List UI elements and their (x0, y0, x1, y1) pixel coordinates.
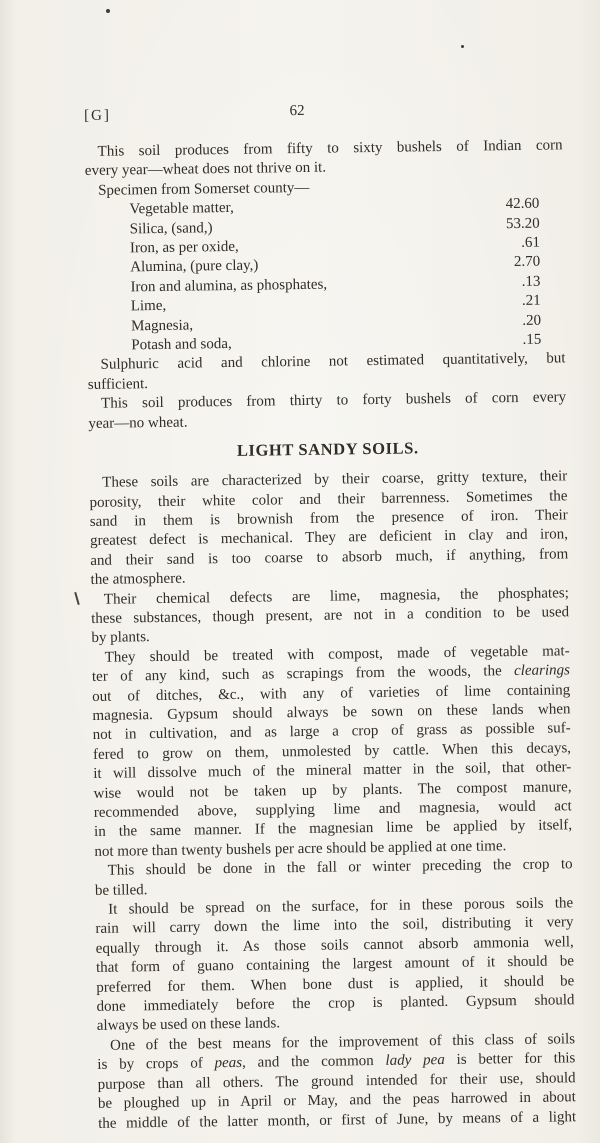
text-run: fered to grow on them, unmolested by cattle. When this decays, (92, 740, 572, 763)
text-run: be ploughed up in April or May, and the peas harrowed in about (97, 1089, 576, 1112)
text-run: and their sand is too coarse to absorb much, if anything, from (90, 546, 569, 569)
section-heading-light-sandy-soils: LIGHT SANDY SOILS. (236, 438, 419, 460)
text-run: Sulphuric acid and chlorine not estimated quantitatively, but (100, 350, 566, 374)
para-sulphuric-acid (87, 350, 565, 395)
text-run: the middle of the latter month, or first of June, by means of a light (98, 1108, 577, 1132)
text-run: not in cultivation, and as large a crop of grass as possible suf- (92, 720, 571, 744)
para-indian-corn-yield (84, 136, 562, 181)
para-chemical-defects (91, 584, 570, 649)
page-body-text (84, 136, 576, 1133)
text-run: It should be spread on the surface, for in these porous soils the (108, 895, 574, 918)
page-number: 62 (289, 102, 305, 120)
text-run: sand in them is brownish from the presence of iron. Their (89, 507, 568, 530)
text-run: This soil produces from thirty to forty bushels of corn every (101, 389, 567, 413)
text-run: that form of guano containing the largest amount of it should be (95, 953, 575, 977)
text-run: greatest defect is mechanical. They are deficient in clay and iron, (89, 526, 569, 550)
text-run: by plants. (91, 629, 150, 647)
analysis-value: .20 (522, 312, 542, 329)
text-run: One of the best means for the improvement of this class of soils (109, 1031, 576, 1054)
text-run: is better for this (444, 1050, 576, 1069)
text-run: This soil produces from fifty to sixty bushels of Indian corn (97, 137, 563, 160)
text-run: equally through it. As those soils cannot absorb ammonia well, (95, 934, 574, 957)
signature-mark: [G] (84, 107, 112, 124)
text-run: These soils are characterized by their coarse, gritty texture, their (102, 468, 568, 491)
page-content (84, 101, 576, 1133)
text-run: out of ditches, &c., with any of varieties of lime containing (92, 681, 571, 705)
text-run: rain will carry down the lime into the soil, distributing it very (95, 914, 574, 938)
text-run: ter of any kind, such as scrapings from the woods, the (91, 663, 515, 686)
text-run: Their chemical defects are lime, magnesia, the phosphates; (103, 584, 569, 608)
para-compost-treatment (92, 642, 573, 862)
text-run: sufficient. (87, 376, 149, 393)
text-run: porosity, their white color and their barrenness. Sometimes the (89, 487, 568, 511)
text-run: be tilled. (94, 881, 148, 899)
text-run: They should be treated with compost, made of vegetable mat- (104, 643, 570, 666)
text-run: is by crops of (97, 1055, 215, 1074)
analysis-component-label: Vegetable matter, (129, 200, 234, 218)
analysis-component-label: Iron, as per oxide, (129, 238, 239, 257)
analysis-value: 42.60 (505, 195, 540, 213)
analysis-component-label: Silica, (sand,) (129, 219, 213, 237)
text-run: the atmosphere. (90, 570, 186, 589)
analysis-component-label: Potash and soda, (131, 336, 232, 354)
text-run: these substances, though present, are not in a condition to be used (91, 604, 570, 627)
para-pea-crops (97, 1030, 576, 1134)
analysis-component-label: Alumina, (pure clay,) (130, 258, 259, 276)
text-run: preferred for them. When bone dust is applied, it should be (96, 972, 575, 996)
para-surface-spreading (95, 894, 575, 1037)
text-run: year—no wheat. (88, 414, 188, 432)
text-run: it will dissolve much of the mineral matter in the soil, that other- (93, 759, 572, 783)
para-characterization (89, 467, 569, 590)
analysis-component-label: Lime, (130, 298, 167, 315)
text-run: purpose than all others. The ground intended for their use, should (97, 1069, 576, 1093)
para-corn-yield (88, 389, 566, 434)
para-fall-winter (95, 855, 573, 900)
text-run: wise would not be taken up by plants. The compost manure, (93, 778, 572, 802)
text-run: magnesia. Gypsum should always be sown on these lands when (92, 701, 571, 724)
text-run: not more than twenty bushels per acre should be applied at one time. (94, 837, 507, 860)
analysis-value: 2.70 (513, 254, 541, 271)
analysis-component-label: Magnesia, (130, 317, 194, 335)
italic-term: lady pea (385, 1052, 445, 1070)
text-run: , and the common (241, 1053, 386, 1072)
page-header (84, 101, 562, 128)
analysis-value: .21 (521, 292, 541, 310)
analysis-value: .15 (522, 331, 542, 348)
analysis-component-label: Iron and alumina, as phosphates, (130, 276, 328, 296)
scan-stray-mark (74, 592, 80, 605)
text-run: recommended above, supplying lime and magnesia, would act (93, 798, 572, 821)
scan-speck (461, 45, 464, 48)
text-run: in the same manner. If the magnesian lime be applied by itself, (94, 817, 573, 841)
text-run: done immediately before the crop is planted. Gypsum should (96, 992, 575, 1015)
text-run: always be used on these lands. (96, 1015, 281, 1035)
scan-speck (106, 9, 110, 13)
text-run: Specimen from Somerset county— (98, 179, 310, 199)
specimen-analysis-table (85, 195, 565, 357)
italic-term: clearings (513, 662, 571, 680)
text-run: This should be done in the fall or winter preceding the crop to (107, 856, 573, 879)
analysis-value: .13 (521, 273, 541, 290)
italic-term: peas (214, 1055, 243, 1072)
analysis-value: .61 (521, 234, 541, 251)
analysis-value: 53.20 (505, 215, 540, 232)
text-run: every year—wheat does not thrive on it. (84, 160, 327, 180)
